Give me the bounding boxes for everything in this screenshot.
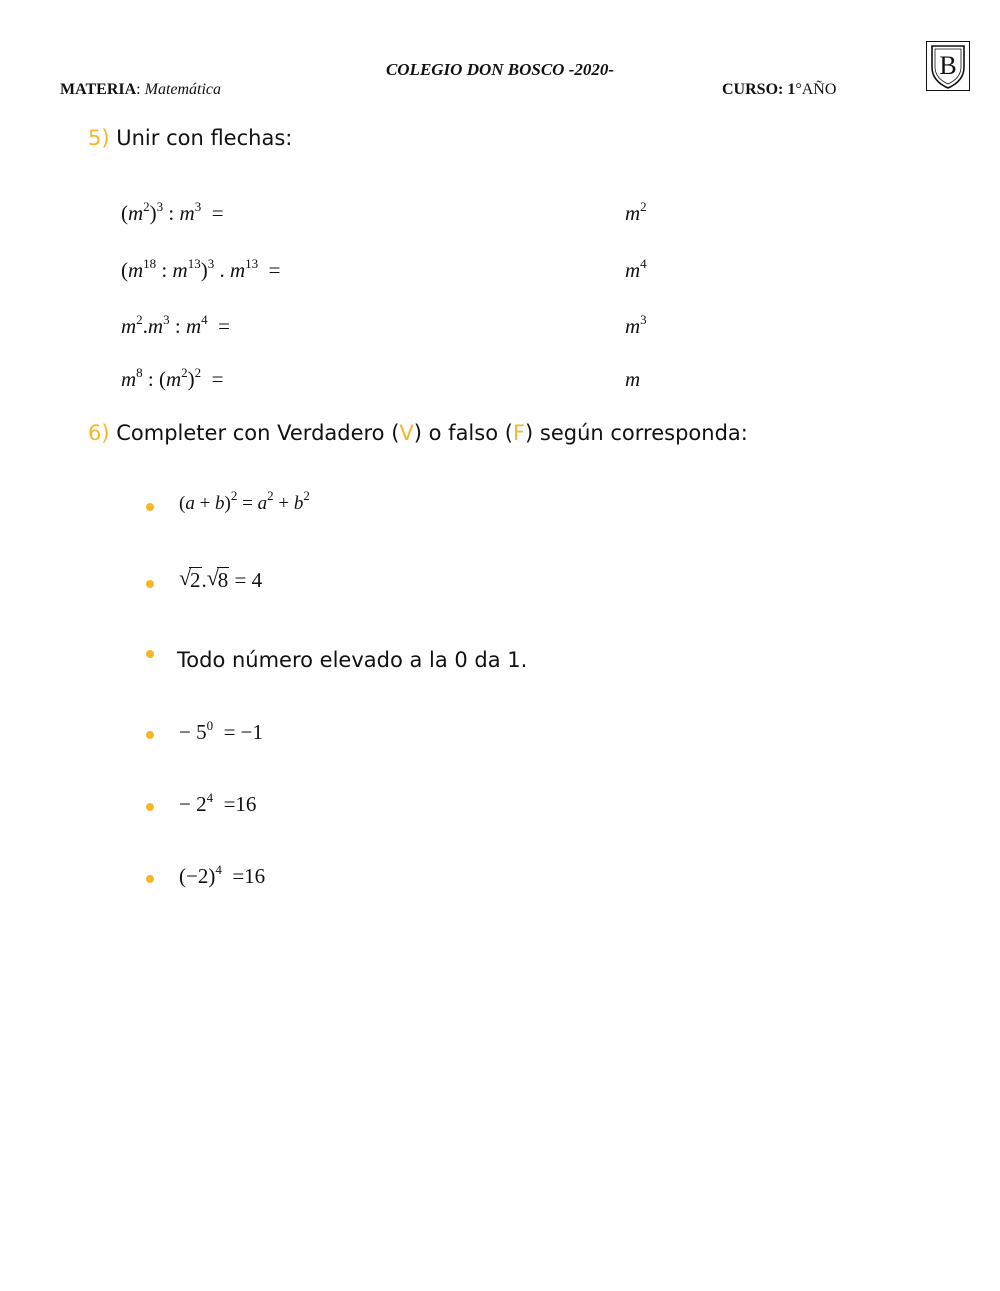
course-suffix: °AÑO [795, 81, 837, 98]
school-title: COLEGIO DON BOSCO -2020- [385, 60, 615, 79]
shield-icon [926, 41, 970, 91]
course-number: 1 [787, 81, 796, 98]
subject-label: MATERIA [60, 81, 137, 98]
bullet-icon [146, 503, 154, 511]
q6-statement-4[interactable]: − $5^0 = -1$ [179, 718, 264, 744]
q5-left-expr-3[interactable]: $m^2.m^3$ : $m^4$ = [121, 312, 230, 338]
course-label: CURSO: [722, 81, 784, 98]
question-6-title [88, 421, 748, 445]
q5-left-expr-4[interactable]: $m^8$ : $(m^2)^2$ = [121, 365, 224, 391]
bullet-icon [146, 803, 154, 811]
q5-left-expr-2[interactable]: ($m^{18}$ : $m^{13})^3$ . $m^{13}$ = [121, 256, 281, 282]
question-5-number: 5) [88, 126, 110, 150]
bullet-icon [146, 650, 154, 658]
question-6-number: 6) [88, 421, 110, 445]
q6-statement-5[interactable]: − $2^4 =16$ [179, 790, 257, 816]
subject-value: Matemática [144, 81, 222, 98]
q5-right-expr-3[interactable]: $m^3$ [625, 312, 647, 338]
svg-text:B: B [939, 51, 957, 80]
true-letter: V [399, 421, 414, 445]
q6-statement-1[interactable]: $(a + b)^2 = a^2 + b^2$ [179, 488, 310, 514]
q5-right-expr-2[interactable]: $m^4$ [625, 256, 647, 282]
bullet-icon [146, 580, 154, 588]
question-6-text-post: ) según corresponda: [525, 421, 748, 445]
question-6-text-pre: Completer con Verdadero ( [116, 421, 400, 445]
question-5-title [88, 126, 292, 150]
q6-statement-2[interactable]: √ 2. √ 8 = 4 [179, 565, 263, 592]
q6-statement-3[interactable]: Todo número elevado a la 0 da 1. [177, 648, 528, 672]
bullet-icon [146, 731, 154, 739]
bullet-icon [146, 875, 154, 883]
q5-left-expr-1[interactable]: $(m^2)^3$ : $m^3$ = [121, 199, 224, 225]
q5-right-expr-4[interactable]: m [625, 367, 641, 391]
q6-statement-6[interactable]: $(-2)^4 =16$ [179, 862, 266, 888]
false-letter: F [512, 421, 526, 445]
course-line [722, 81, 836, 99]
q5-right-expr-1[interactable]: $m^2$ [625, 199, 647, 225]
school-logo [926, 41, 970, 91]
subject-line: MATERIA: Matemática [60, 81, 222, 98]
question-5-text: Unir con flechas: [116, 126, 293, 150]
question-6-text-mid: ) o falso ( [413, 421, 513, 445]
